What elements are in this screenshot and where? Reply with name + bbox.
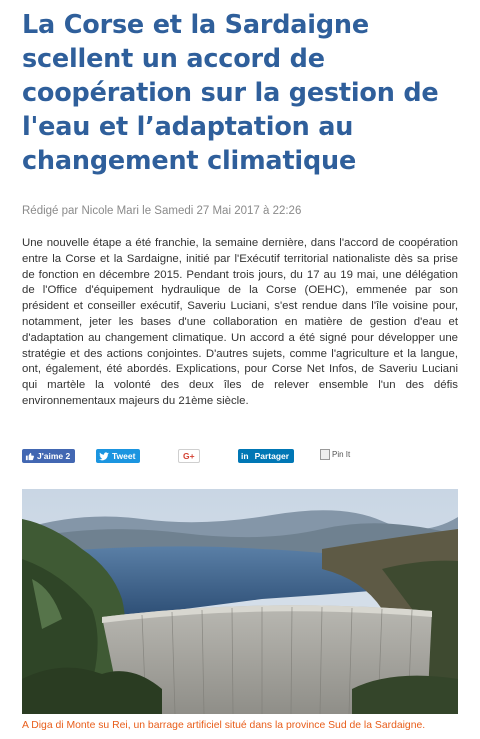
broken-image-icon bbox=[320, 449, 330, 460]
tweet-button[interactable] bbox=[96, 449, 140, 463]
facebook-like-button[interactable] bbox=[22, 449, 75, 463]
linkedin-share-label: Partager bbox=[254, 451, 290, 461]
pinterest-pin-button[interactable] bbox=[320, 449, 350, 460]
linkedin-icon: in bbox=[238, 451, 252, 461]
photo-caption: A Diga di Monte su Rei, un barrage artificiel situé dans la province Sud de la Sardaigne. bbox=[22, 720, 426, 731]
dam-photo bbox=[22, 489, 458, 714]
facebook-thumb-icon bbox=[25, 452, 34, 461]
google-plus-button[interactable] bbox=[178, 449, 200, 463]
linkedin-share-button[interactable] bbox=[238, 449, 294, 463]
twitter-bird-icon bbox=[99, 452, 109, 461]
article-body: Une nouvelle étape a été franchie, la semaine dernière, dans l'accord de coopération entre la Corse et la Sardaigne, initié par l'Exécutif territorial nationaliste dès sa prise de fonction en décembre 2015. Pendant trois jours, du 17 au 19 mai, une délégation de l'Office d'équipement hydraulique de la Corse (OEHC), emmenée par son président et conseiller exécutif, Saveriu Luciani, s'est rendue dans l'île voisine pour, notamment, jeter les bases d'une collaboration en matière de gestion d'eau et d'adaptation au changement climatique. Un accord a été signé pour développer une stratégie et des actions conjointes. D'autres sujets, comme l'agriculture et la langue, ont, également, été abordés. Explications, pour Corse Net Infos, de Saveriu Luciani qui martèle la volonté des deux îles de relever ensemble l'un des défis environnementaux majeurs du 21ème siècle. bbox=[22, 237, 458, 407]
pin-it-label: Pin It bbox=[332, 450, 351, 459]
facebook-like-label: J'aime 2 bbox=[37, 451, 71, 461]
google-plus-label: G+ bbox=[183, 451, 195, 461]
article-title: La Corse et la Sardaigne scellent un accord de coopération sur la gestion de l'eau et l’adaptation au changement climatique bbox=[22, 10, 439, 176]
tweet-label: Tweet bbox=[112, 451, 136, 461]
article-byline: Rédigé par Nicole Mari le Samedi 27 Mai 2017 à 22:26 bbox=[22, 205, 302, 217]
